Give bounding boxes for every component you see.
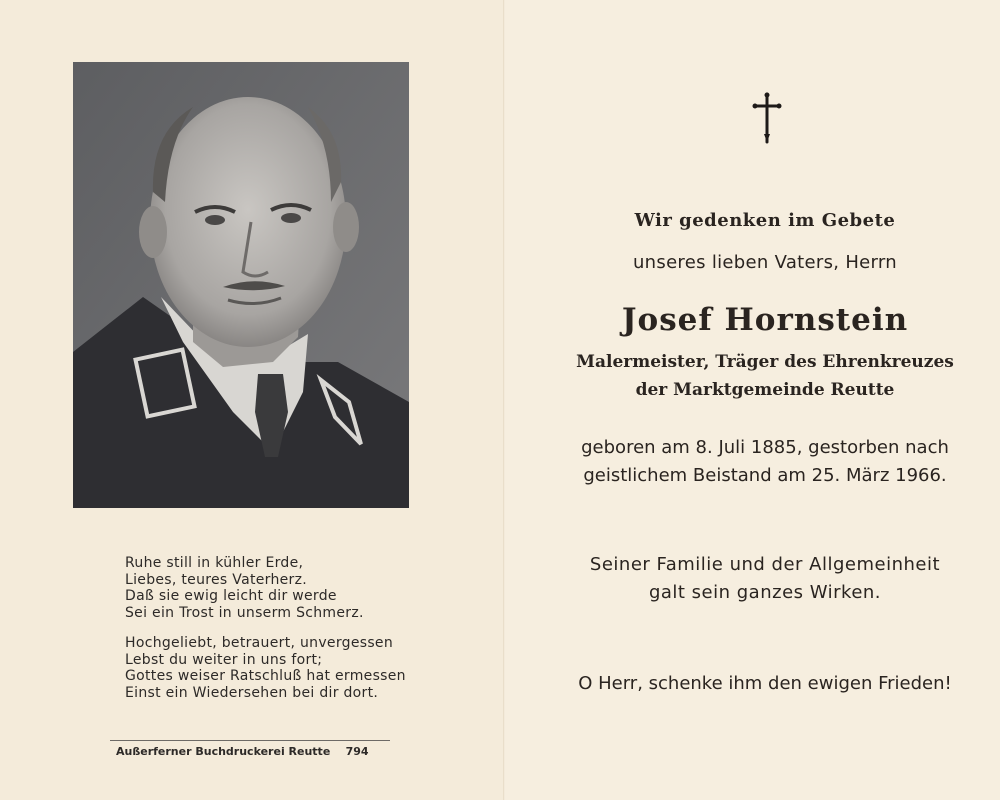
dates-line-1: geboren am 8. Juli 1885, gestorben nach (581, 437, 949, 458)
poem-line: Daß sie ewig leicht dir werde (125, 588, 337, 604)
deceased-name: Josef Hornstein (621, 302, 909, 338)
printer-imprint: Außerferner Buchdruckerei Reutte 794 (116, 745, 369, 758)
portrait-photo (73, 62, 409, 508)
cross-icon (752, 92, 782, 144)
poem (125, 555, 485, 715)
family-line-1: Seiner Familie und der Allgemeinheit (589, 554, 941, 575)
poem-line: Lebst du weiter in uns fort; (125, 651, 323, 668)
poem-line: Gottes weiser Ratschluß hat ermessen (125, 668, 406, 684)
poem-stanza-2 (125, 635, 485, 701)
intro-line-2: unseres lieben Vaters, Herrn (632, 252, 898, 273)
family-line-2: galt sein ganzes Wirken. (648, 582, 882, 603)
portrait-illustration (73, 62, 409, 508)
closing-prayer: O Herr, schenke ihm den ewigen Frieden! (578, 673, 952, 694)
poem-stanza-1 (125, 555, 485, 621)
title-line-2: der Marktgemeinde Reutte (635, 380, 895, 400)
poem-line: Ruhe still in kühler Erde, (125, 555, 304, 571)
printer-divider (110, 740, 390, 741)
title-line-1: Malermeister, Träger des Ehrenkreuzes (576, 352, 954, 372)
poem-line: Hochgeliebt, betrauert, unvergessen (125, 635, 394, 651)
poem-line: Liebes, teures Vaterherz. (125, 571, 308, 588)
dates-line-2: geistlichem Beistand am 25. März 1966. (583, 465, 947, 486)
poem-line: Einst ein Wiedersehen bei dir dort. (125, 684, 379, 701)
poem-line: Sei ein Trost in unserm Schmerz. (125, 604, 364, 621)
intro-line-1: Wir gedenken im Gebete (634, 210, 896, 231)
